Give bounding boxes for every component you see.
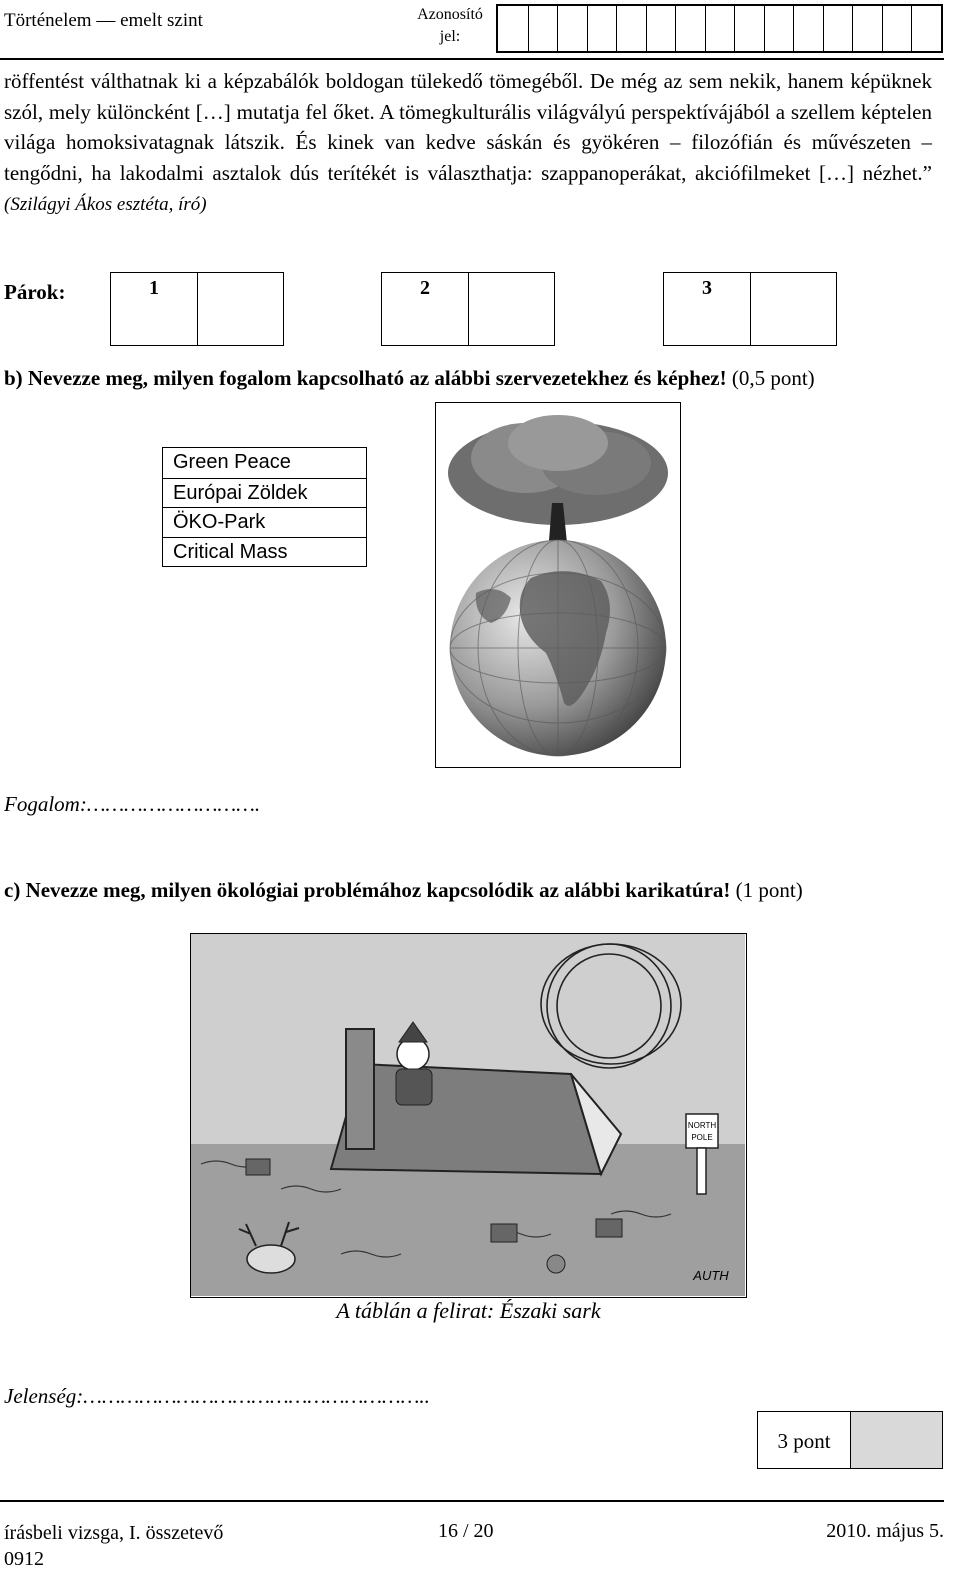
phenomenon-answer-field[interactable]: Jelenség:……………………………………………….. bbox=[4, 1384, 430, 1408]
id-code-boxes[interactable] bbox=[496, 4, 943, 53]
pair-number-2: 2 bbox=[420, 277, 430, 299]
concept-answer-field[interactable]: Fogalom:………………………. bbox=[4, 792, 261, 816]
header-title: Történelem — emelt szint bbox=[4, 10, 203, 31]
question-c-text: c) Nevezze meg, milyen ökológiai problémához kapcsolódik az alábbi karikatúra! bbox=[4, 878, 731, 902]
footer-left bbox=[4, 1520, 223, 1572]
cartoon-illustration bbox=[191, 934, 745, 1296]
organization-item: Critical Mass bbox=[163, 537, 366, 567]
question-c-points: (1 pont) bbox=[730, 878, 803, 902]
footer-exam-name: írásbeli vizsga, I. összetevő bbox=[4, 1522, 224, 1544]
organizations-table bbox=[162, 447, 367, 567]
question-b bbox=[4, 364, 934, 393]
pairs-label: Párok: bbox=[4, 280, 66, 304]
footer-code: 0912 bbox=[4, 1548, 44, 1570]
quote-source: (Szilágyi Ákos esztéta, író) bbox=[4, 194, 207, 215]
quote-paragraph bbox=[4, 66, 932, 221]
tree-on-globe-icon bbox=[436, 403, 679, 766]
pair-number-1: 1 bbox=[149, 277, 159, 299]
quote-text: röffentést válthatnak ki a képzabálók boldogan tülekedő tömegéből. De még az sem nekik, hanem képüknek szól, mely különcként […] mutatja fel őket. A tömegkulturális világvályú perspektívájából a szellem képtelen világa homoksivatagnak látszik. És kinek van kedve sáskán és gyökéren – filozófián és művészeten – tengődni, ha lakodalmi asztalok dús terítékét is választhatja: szappanoperákat, akciófilmeket […] nézhet.” bbox=[4, 69, 932, 185]
score-input-box[interactable] bbox=[851, 1412, 942, 1468]
id-label bbox=[410, 4, 490, 48]
footer-rule bbox=[0, 1500, 944, 1502]
id-label-line1: Azonosító bbox=[417, 6, 483, 23]
sign-text-line1: NORTH bbox=[687, 1121, 717, 1130]
pair-box-1[interactable] bbox=[110, 272, 284, 346]
cartoon-signature: AUTH bbox=[693, 1268, 729, 1283]
score-box bbox=[757, 1411, 943, 1469]
id-label-line2: jel: bbox=[439, 28, 461, 45]
question-b-text: b) Nevezze meg, milyen fogalom kapcsolható az alábbi szervezetekhez és képhez! bbox=[4, 366, 727, 390]
page-number: 16 / 20 bbox=[438, 1520, 494, 1542]
sign-text-line2: POLE bbox=[691, 1133, 713, 1142]
organization-item: Green Peace bbox=[173, 451, 291, 473]
score-label: 3 pont bbox=[758, 1412, 851, 1468]
flooded-north-pole-cartoon bbox=[190, 933, 747, 1298]
pair-number-3: 3 bbox=[702, 277, 712, 299]
header-rule bbox=[0, 58, 944, 60]
pair-box-3[interactable] bbox=[663, 272, 837, 346]
cartoon-caption: A táblán a felirat: Északi sark bbox=[336, 1298, 601, 1323]
pair-box-2[interactable] bbox=[381, 272, 555, 346]
question-b-points: (0,5 pont) bbox=[726, 366, 815, 390]
question-c bbox=[4, 876, 934, 905]
organization-item: ÖKO-Park bbox=[163, 507, 366, 537]
organization-item: Európai Zöldek bbox=[163, 478, 366, 508]
tree-on-globe-image bbox=[435, 402, 681, 768]
footer-date: 2010. május 5. bbox=[826, 1520, 944, 1542]
